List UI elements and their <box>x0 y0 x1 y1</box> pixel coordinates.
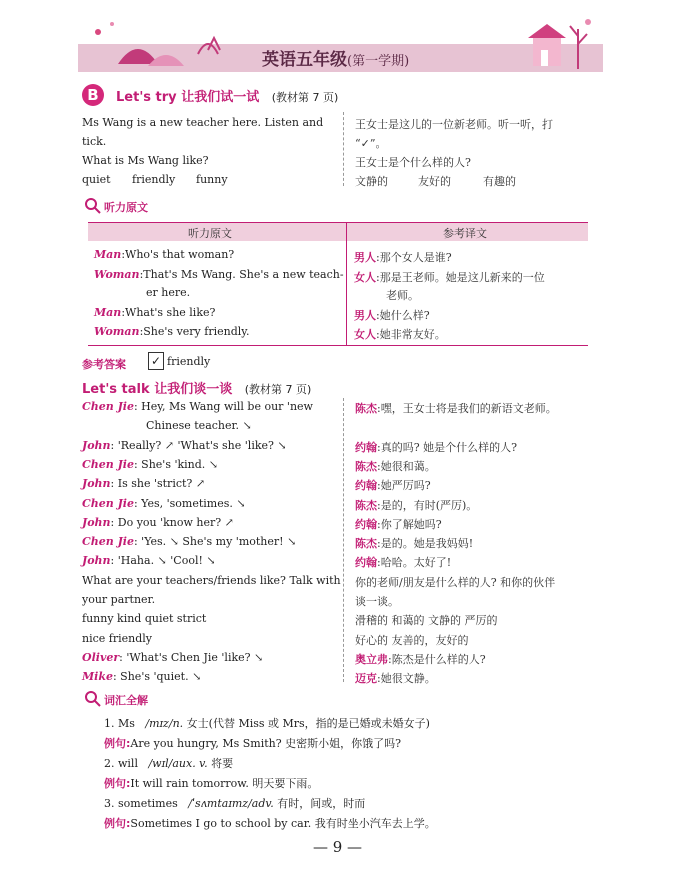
speaker-name: Chen Jie <box>82 497 134 510</box>
speaker-name-cn: 约翰 <box>355 441 377 454</box>
script-row-2b: er here. <box>146 286 191 299</box>
talk-translation <box>355 477 431 493</box>
lets-try-ref: (教材第 7 页) <box>271 91 339 104</box>
lets-talk-title <box>82 378 311 397</box>
script-cn-1: 男人:那个女人是谁? <box>354 251 452 264</box>
talk-text-cn: :她很和蔼。 <box>377 460 436 473</box>
talk-line <box>146 419 252 433</box>
talk-text-cn: :陈杰是什么样的人? <box>388 653 486 666</box>
script-cn-3: 男人:她什么样? <box>354 309 430 322</box>
book-subtitle: (第一学期) <box>347 54 410 69</box>
answer-value: friendly <box>167 355 211 368</box>
talk-text: : Yes, 'sometimes. ↘ <box>133 497 246 510</box>
talk-line <box>82 458 218 472</box>
talk-translation <box>355 439 517 455</box>
lets-talk-ref: (教材第 7 页) <box>244 383 312 396</box>
talk-translation <box>355 554 451 570</box>
talk-text: : 'Yes. ↘ She's my 'mother! ↘ <box>133 535 297 548</box>
talk-text: : Hey, Ms Wang will be our 'new <box>133 400 313 413</box>
script-row-4: Woman:She's very friendly. <box>94 325 250 338</box>
page-number: — 9 — <box>312 838 363 856</box>
book-title: 英语五年级 <box>262 50 347 70</box>
speaker-name-cn: 陈杰 <box>355 537 377 550</box>
speaker-name-cn: 陈杰 <box>355 499 377 512</box>
answer-checkbox: ✓ <box>148 352 164 370</box>
talk-translation <box>355 632 469 648</box>
talk-translation <box>355 458 436 474</box>
vocab-example-1: 例句:Are you hungry, Ms Smith? 史密斯小姐，你饿了吗? <box>104 737 402 750</box>
talk-line <box>82 651 263 665</box>
option-cn-friendly: 友好的 <box>418 175 451 188</box>
talk-text-cn: :她很文静。 <box>377 672 436 685</box>
magnifier-icon <box>84 197 102 215</box>
talk-text: : 'What's Chen Jie 'like? ↘ <box>119 651 264 664</box>
table-col-left: 听力原文 <box>188 227 232 240</box>
talk-translation <box>355 497 477 513</box>
talk-translation <box>355 516 442 532</box>
talk-line <box>82 554 216 568</box>
talk-text-cn: 滑稽的 和蔼的 文静的 严厉的 <box>355 614 498 627</box>
speaker-name: Mike <box>82 670 113 683</box>
talk-text-cn: 谈一谈。 <box>355 595 399 608</box>
table-divider <box>346 222 347 346</box>
talk-translation <box>355 651 486 667</box>
talk-text: Chinese teacher. ↘ <box>146 419 252 432</box>
speaker-name-cn: 约翰 <box>355 479 377 492</box>
talk-text-cn: :真的吗? 她是个什么样的人? <box>377 441 517 454</box>
talk-text: : She's 'quiet. ↘ <box>112 670 202 683</box>
lets-try-title <box>116 86 338 105</box>
speaker-name: John <box>82 439 111 452</box>
speaker-name: John <box>82 477 111 490</box>
vocab-item-2: 2. will /wɪl/aux. v. 将要 <box>104 757 234 770</box>
talk-translation <box>355 535 473 551</box>
table-bottom <box>88 345 588 346</box>
try-cn-3: 王女士是个什么样的人? <box>355 156 471 169</box>
talk-translation <box>355 593 399 609</box>
try-line-2: tick. <box>82 135 107 148</box>
try-cn-1: 王女士是这儿的一位新老师。听一听，打 <box>355 118 553 131</box>
talk-text-cn: :她严厉吗? <box>377 479 431 492</box>
speaker-name: John <box>82 516 111 529</box>
talk-text-cn: :是的，有时(严厉)。 <box>377 499 478 512</box>
vocab-item-3: 3. sometimes /ˈsʌmtaɪmz/adv. 有时，间或，时而 <box>104 797 366 810</box>
page-header-title <box>262 45 409 70</box>
listening-table <box>88 222 588 346</box>
talk-text: : Is she 'strict? ↗ <box>110 477 206 490</box>
lets-talk-cn: 让我们谈一谈 <box>154 382 233 397</box>
talk-text: : Do you 'know her? ↗ <box>110 516 234 529</box>
option-quiet: quiet <box>82 173 111 186</box>
listening-label: 听力原文 <box>104 201 148 214</box>
option-cn-quiet: 文静的 <box>355 175 388 188</box>
speaker-name-cn: 迈克 <box>355 672 377 685</box>
script-cn-2b: 老师。 <box>386 289 419 302</box>
talk-line <box>82 574 341 588</box>
talk-text-cn: :哈哈。太好了! <box>377 556 452 569</box>
talk-text-cn: 你的老师/朋友是什么样的人? 和你的伙伴 <box>355 576 556 589</box>
talk-line <box>82 516 234 530</box>
script-row-1: Man:Who's that woman? <box>94 248 235 261</box>
talk-translation <box>355 574 555 590</box>
script-cn-4: 女人:她非常友好。 <box>354 328 446 341</box>
speaker-name: John <box>82 554 111 567</box>
talk-translation <box>355 612 498 628</box>
talk-line <box>82 400 313 414</box>
talk-line <box>82 670 201 684</box>
talk-line <box>82 612 206 626</box>
talk-line <box>82 439 287 453</box>
vocab-label: 词汇全解 <box>104 694 148 707</box>
option-friendly: friendly <box>132 173 176 186</box>
talk-line <box>82 477 205 491</box>
try-line-1: Ms Wang is a new teacher here. Listen and <box>82 116 324 129</box>
lets-try-en: Let's try <box>116 90 177 105</box>
speaker-name: Chen Jie <box>82 400 134 413</box>
magnifier-icon <box>84 690 102 708</box>
speaker-name-cn: 约翰 <box>355 556 377 569</box>
table-header-row <box>88 222 588 241</box>
option-cn-funny: 有趣的 <box>483 175 516 188</box>
section-b-divider <box>343 112 344 186</box>
script-row-2: Woman:That's Ms Wang. She's a new teach- <box>94 268 344 281</box>
lets-talk-en: Let's talk <box>82 382 150 397</box>
script-row-3: Man:What's she like? <box>94 306 216 319</box>
talk-text: nice friendly <box>82 632 152 645</box>
speaker-name-cn: 奥立弗 <box>355 653 388 666</box>
option-funny: funny <box>196 173 228 186</box>
lets-try-cn: 让我们试一试 <box>181 90 260 105</box>
try-cn-2: “✓”。 <box>355 137 387 150</box>
talk-text: funny kind quiet strict <box>82 612 207 625</box>
speaker-name-cn: 约翰 <box>355 518 377 531</box>
script-cn-2: 女人:那是王老师。她是这儿新来的一位 <box>354 271 545 284</box>
section-b-badge: B <box>82 84 104 106</box>
try-line-3: What is Ms Wang like? <box>82 154 209 167</box>
talk-text: : 'Haha. ↘ 'Cool! ↘ <box>110 554 216 567</box>
talk-text-cn: :是的。她是我妈妈! <box>377 537 474 550</box>
speaker-name: Chen Jie <box>82 535 134 548</box>
talk-translation <box>355 400 557 416</box>
speaker-name-cn: 陈杰 <box>355 402 377 415</box>
speaker-name: Oliver <box>82 651 120 664</box>
talk-line <box>82 632 152 646</box>
talk-text-cn: 好心的 友善的，友好的 <box>355 634 469 647</box>
talk-translation <box>355 670 436 686</box>
talk-text-cn: :嘿，王女士将是我们的新语文老师。 <box>377 402 557 415</box>
vocab-example-2: 例句:It will rain tomorrow. 明天要下雨。 <box>104 777 319 790</box>
vocab-example-3: 例句:Sometimes I go to school by car. 我有时坐小汽车去上学。 <box>104 817 436 830</box>
talk-text: your partner. <box>82 593 156 606</box>
talk-divider <box>343 398 344 682</box>
talk-text: What are your teachers/friends like? Talk with <box>82 574 341 587</box>
speaker-name-cn: 陈杰 <box>355 460 377 473</box>
talk-line <box>82 535 296 549</box>
talk-line <box>82 497 246 511</box>
talk-text: : 'Really? ↗ 'What's she 'like? ↘ <box>110 439 287 452</box>
table-col-right: 参考译文 <box>443 227 487 240</box>
talk-text: : She's 'kind. ↘ <box>133 458 219 471</box>
talk-text-cn: :你了解她吗? <box>377 518 442 531</box>
speaker-name: Chen Jie <box>82 458 134 471</box>
answer-label: 参考答案 <box>82 358 126 371</box>
talk-line <box>82 593 155 607</box>
vocab-item-1: 1. Ms /mɪz/n. 女士(代替 Miss 或 Mrs，指的是已婚或未婚女子) <box>104 717 430 730</box>
